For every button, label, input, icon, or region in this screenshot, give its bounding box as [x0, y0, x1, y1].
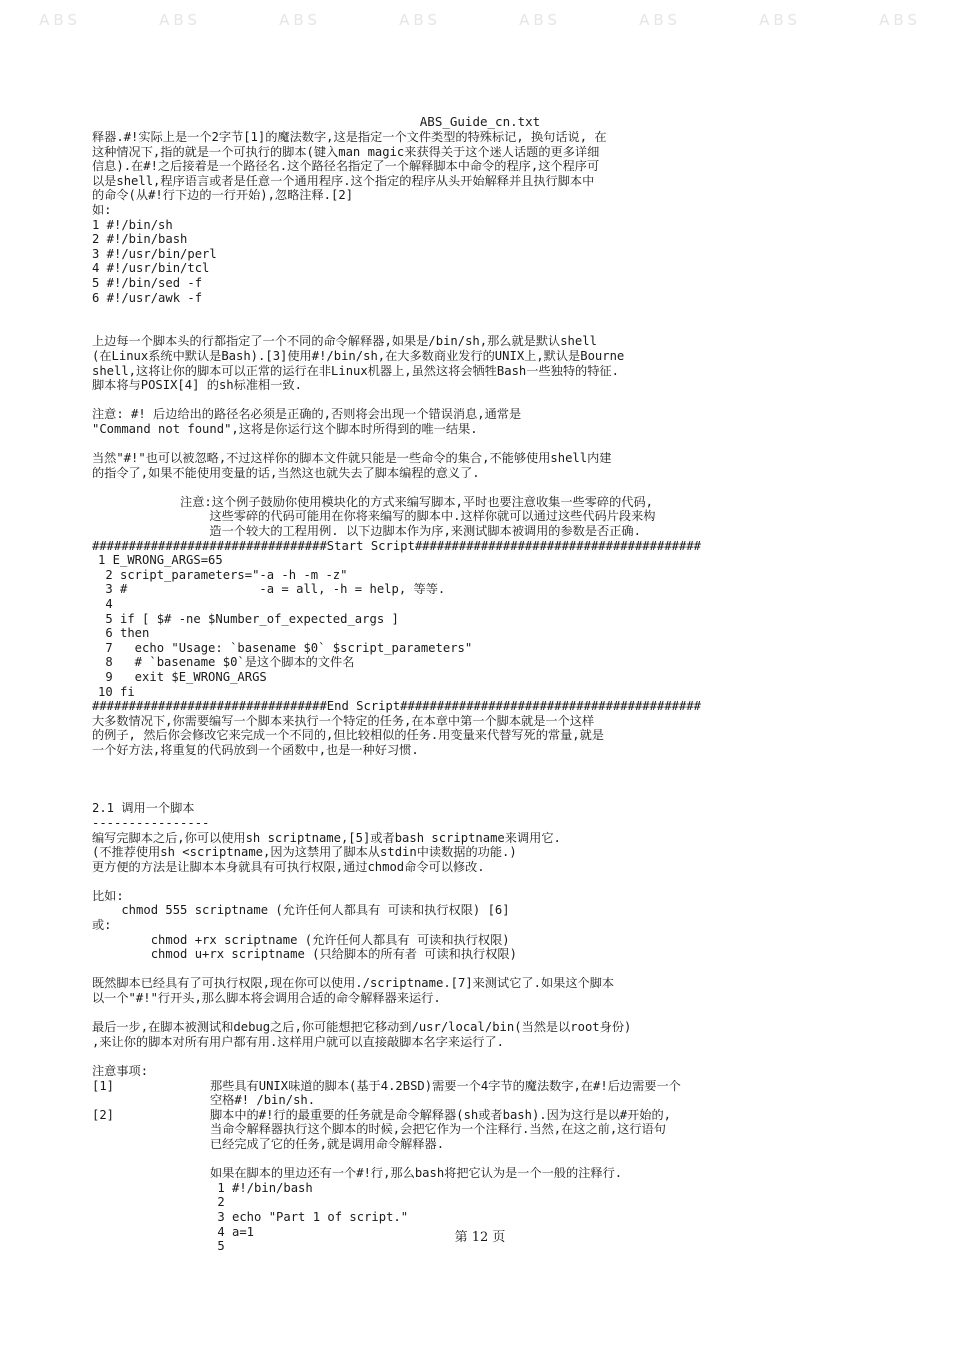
watermark-text: ABS	[279, 11, 321, 29]
watermark-text: ABS	[879, 11, 921, 29]
watermark-strip	[0, 0, 960, 40]
watermark-text: ABS	[399, 11, 441, 29]
paragraph-install: 最后一步,在脚本被测试和debug之后,你可能想把它移动到/usr/local/bin(当然是以root身份) ,来让你的脚本对所有用户都有用.这样用户就可以直接敲脚本名字来运行了.	[92, 1020, 632, 1049]
watermark-text: ABS	[639, 11, 681, 29]
end-script-divider: ################################End Script#########################################	[92, 699, 702, 714]
watermark-text: ABS	[159, 11, 201, 29]
footnote	[92, 1079, 882, 1108]
paragraph-magic-number: 释器.#!实际上是一个2字节[1]的魔法数字,这是指定一个文件类型的特殊标记, 换句话说, 在 这种情况下,指的就是一个可执行的脚本(键入man magic来获得关于这个迷人话题的更多详细 信息).在#!之后接着是一个路径名.这个路径名指定了一个解释脚本中命令的程序,这个程序可 以是shell,程序语言或者是任意一个通用程序.这个指定的程序从头开始解释并且执行脚本中 的命令(从#!行下边的一行开始),忽略注释.[2] 如:	[92, 130, 607, 217]
paragraph-run: 既然脚本已经具有了可执行权限,现在你可以使用./scriptname.[7]来测试它了.如果这个脚本 以一个"#!"行开头,那么脚本将会调用合适的命令解释器来运行.	[92, 976, 615, 1006]
footnote-label: [2]	[92, 1107, 115, 1122]
note-modular: 注意:这个例子鼓励你使用模块化的方式来编写脚本,平时也要注意收集一些零碎的代码, 这些零碎的代码可能用在你将来编写的脚本中.这样你就可以通过这些代码片段来构 造一个较大的工程用例. 以下边脚本作为序,来测试脚本被调用的参数是否正确.	[180, 494, 656, 539]
paragraph-good-practice: 大多数情况下,你需要编写一个脚本来执行一个特定的任务,在本章中第一个脚本就是一个这样 的例子, 然后你会修改它来完成一个不同的,但比较相似的任务.用变量来代替写死的常量,就是 一个好方法,将重复的代码放到一个函数中,也是一种好习惯.	[92, 713, 604, 757]
footnote-label: [1]	[92, 1078, 115, 1093]
watermark-text: ABS	[759, 11, 801, 29]
paragraph-chmod: 比如: chmod 555 scriptname (允许任何人都具有 可读和执行权限) [6] 或: chmod +rx scriptname (允许任何人都具有 可读和执行权限) chmod u+rx scriptname (只给脚本的所有者 可读和执行权限)	[92, 888, 517, 962]
watermark-text: ABS	[39, 11, 81, 29]
page-header: ABS_Guide_cn.txt	[419, 114, 541, 129]
section-rule: ----------------	[92, 815, 210, 830]
footnote-text: 那些具有UNIX味道的脚本(基于4.2BSD)需要一个4字节的魔法数字,在#!后边需要一个 空格#! /bin/sh.	[210, 1078, 681, 1108]
paragraph-path-note: 注意: #! 后边给出的路径名必须是正确的,否则将会出现一个错误消息,通常是 "Command not found",这将是你运行这个脚本时所得到的唯一结果.	[92, 407, 522, 436]
paragraph-invoke: 编写完脚本之后,你可以使用sh scriptname,[5]或者bash scriptname来调用它. (不推荐使用sh <scriptname,因为这禁用了脚本从stdin中读数据的功能.) 更方便的方法是让脚本本身就具有可执行权限,通过chmod命令可以修改.	[92, 830, 561, 874]
page-number: 第 12 页	[454, 1230, 506, 1245]
shebang-list: 1 #!/bin/sh 2 #!/bin/bash 3 #!/usr/bin/perl 4 #!/usr/bin/tcl 5 #!/bin/sed -f 6 #!/usr/awk -f	[92, 217, 217, 305]
start-script-divider: ################################Start Script#######################################	[92, 538, 702, 553]
footnote-text: 脚本中的#!行的最重要的任务就是命令解释器(sh或者bash).因为这行是以#开始的, 当命令解释器执行这个脚本的时候,会把它作为一个注释行.当然,在这之前,这行语句 已经完成了它的任务,就是调用命令解释器. 如果在脚本的里边还有一个#!行,那么bash将把它认为是一个一般的注释行. 1 #!/bin/bash 2 3 echo "Part 1 of script." 4 a=1 5	[210, 1107, 672, 1254]
script-code: 1 E_WRONG_ARGS=65 2 script_parameters="-a -h -m -z" 3 # -a = all, -h = help, 等等. 4 5 if [ $# -ne $Number_of_expected_args ] 6 then 7 echo "Usage: `basename $0` $script_parameters" 8 # `basename $0`是这个脚本的文件名 9 exit $E_WRONG_ARGS 10 fi	[98, 553, 473, 699]
document-body	[92, 130, 882, 1254]
watermark-text: ABS	[519, 11, 561, 29]
paragraph-interpreters: 上边每一个脚本头的行都指定了一个不同的命令解释器,如果是/bin/sh,那么就是默认shell (在Linux系统中默认是Bash).[3]使用#!/bin/sh,在大多数商业发行的UNIX上,默认是Bourne shell,这将让你的脚本可以正常的运行在非Linux机器上,虽然这将会牺牲Bash一些独特的特征. 脚本将与POSIX[4] 的sh标准相一致.	[92, 334, 625, 393]
notes-title: 注意事项:	[92, 1064, 149, 1078]
section-title: 2.1 调用一个脚本	[92, 801, 195, 816]
paragraph-ignore-shebang: 当然"#!"也可以被忽略,不过这样你的脚本文件就只能是一些命令的集合,不能够使用shell内建 的指令了,如果不能使用变量的话,当然这也就失去了脚本编程的意义了.	[92, 451, 612, 480]
